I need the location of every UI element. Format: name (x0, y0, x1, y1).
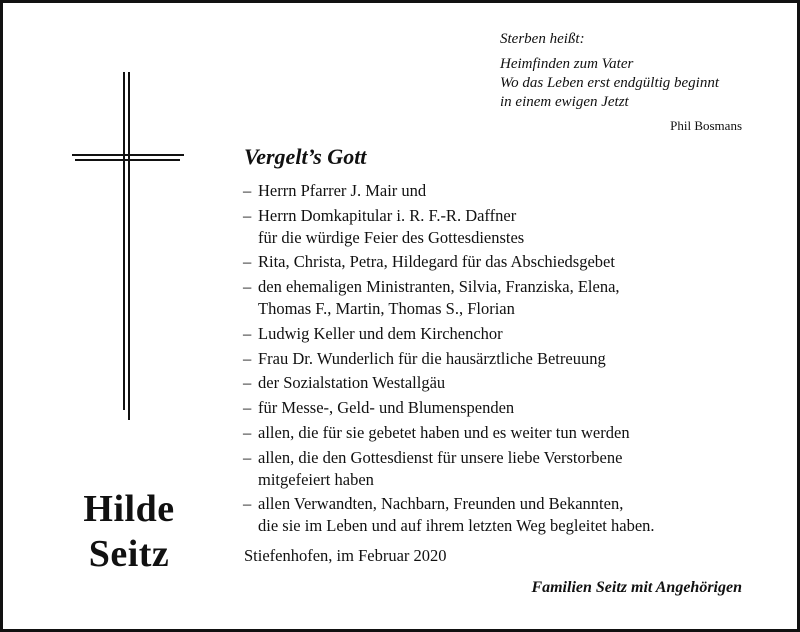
dash-bullet: – (243, 422, 252, 442)
thanks-item (243, 348, 763, 370)
quote-line: in einem ewigen Jetzt (500, 94, 629, 110)
thanks-item-line: der Sozialstation Westallgäu (258, 373, 446, 393)
thanks-item-line: allen, die den Gottesdienst für unsere liebe Verstorbene (258, 447, 623, 467)
thanks-item (243, 205, 763, 249)
dash-bullet: – (243, 181, 252, 200)
thanks-item (243, 323, 763, 345)
thanks-item (243, 276, 763, 320)
deceased-first-name: Hilde (83, 488, 175, 530)
thanks-item (243, 397, 763, 419)
thanks-item-line: für die würdige Feier des Gottesdienstes (258, 227, 525, 247)
thanks-item-line: mitgefeiert haben (258, 469, 374, 489)
quote-line: Wo das Leben erst endgültig beginnt (500, 75, 720, 91)
thanks-item-line: Herrn Domkapitular i. R. F.-R. Daffner (258, 205, 517, 225)
thanks-item (243, 447, 763, 491)
quote-line: Heimfinden zum Vater (500, 56, 634, 72)
cross-horizontal-bar (72, 154, 184, 156)
thanks-item-line: Herrn Pfarrer J. Mair und (258, 181, 427, 200)
cross-horizontal-bar (75, 159, 180, 161)
cross-vertical-bar (128, 72, 130, 420)
thanks-item (243, 372, 763, 394)
dash-bullet: – (243, 447, 252, 467)
family-signature: Familien Seitz mit Angehörigen (531, 579, 742, 596)
quote-author: Phil Bosmans (670, 118, 742, 133)
thanks-heading: Vergelt’s Gott (244, 144, 367, 169)
dash-bullet: – (243, 205, 252, 225)
thanks-item-line: die sie im Leben und auf ihrem letzten Weg begleitet haben. (258, 516, 655, 536)
dash-bullet: – (243, 494, 252, 514)
thanks-item-line: Thomas F., Martin, Thomas S., Florian (258, 298, 515, 318)
thanks-item-line: Frau Dr. Wunderlich für die hausärztliche Betreuung (258, 348, 606, 368)
deceased-last-name: Seitz (88, 533, 170, 575)
thanks-item-line: für Messe-, Geld- und Blumenspenden (258, 398, 515, 418)
thanks-item (243, 493, 763, 537)
dash-bullet: – (243, 373, 252, 393)
dash-bullet: – (243, 323, 252, 343)
thanks-list (243, 180, 763, 540)
dash-bullet: – (243, 348, 252, 368)
dash-bullet: – (243, 277, 252, 297)
dash-bullet: – (243, 252, 252, 272)
thanks-item-line: Ludwig Keller und dem Kirchenchor (258, 323, 503, 343)
thanks-item-line: den ehemaligen Ministranten, Silvia, Franziska, Elena, (258, 277, 620, 297)
thanks-item-line: allen, die für sie gebetet haben und es weiter tun werden (258, 422, 630, 442)
quote-block (500, 30, 760, 112)
quote-header: Sterben heißt: (500, 31, 585, 47)
thanks-item-line: allen Verwandten, Nachbarn, Freunden und Bekannten, (258, 494, 624, 514)
thanks-item (243, 251, 763, 273)
thanks-item-line: Rita, Christa, Petra, Hildegard für das Abschiedsgebet (258, 252, 615, 272)
thanks-item (243, 422, 763, 444)
cross-vertical-bar (123, 72, 125, 410)
dash-bullet: – (243, 398, 252, 418)
thanks-item (243, 180, 763, 202)
place-date: Stiefenhofen, im Februar 2020 (244, 546, 447, 565)
